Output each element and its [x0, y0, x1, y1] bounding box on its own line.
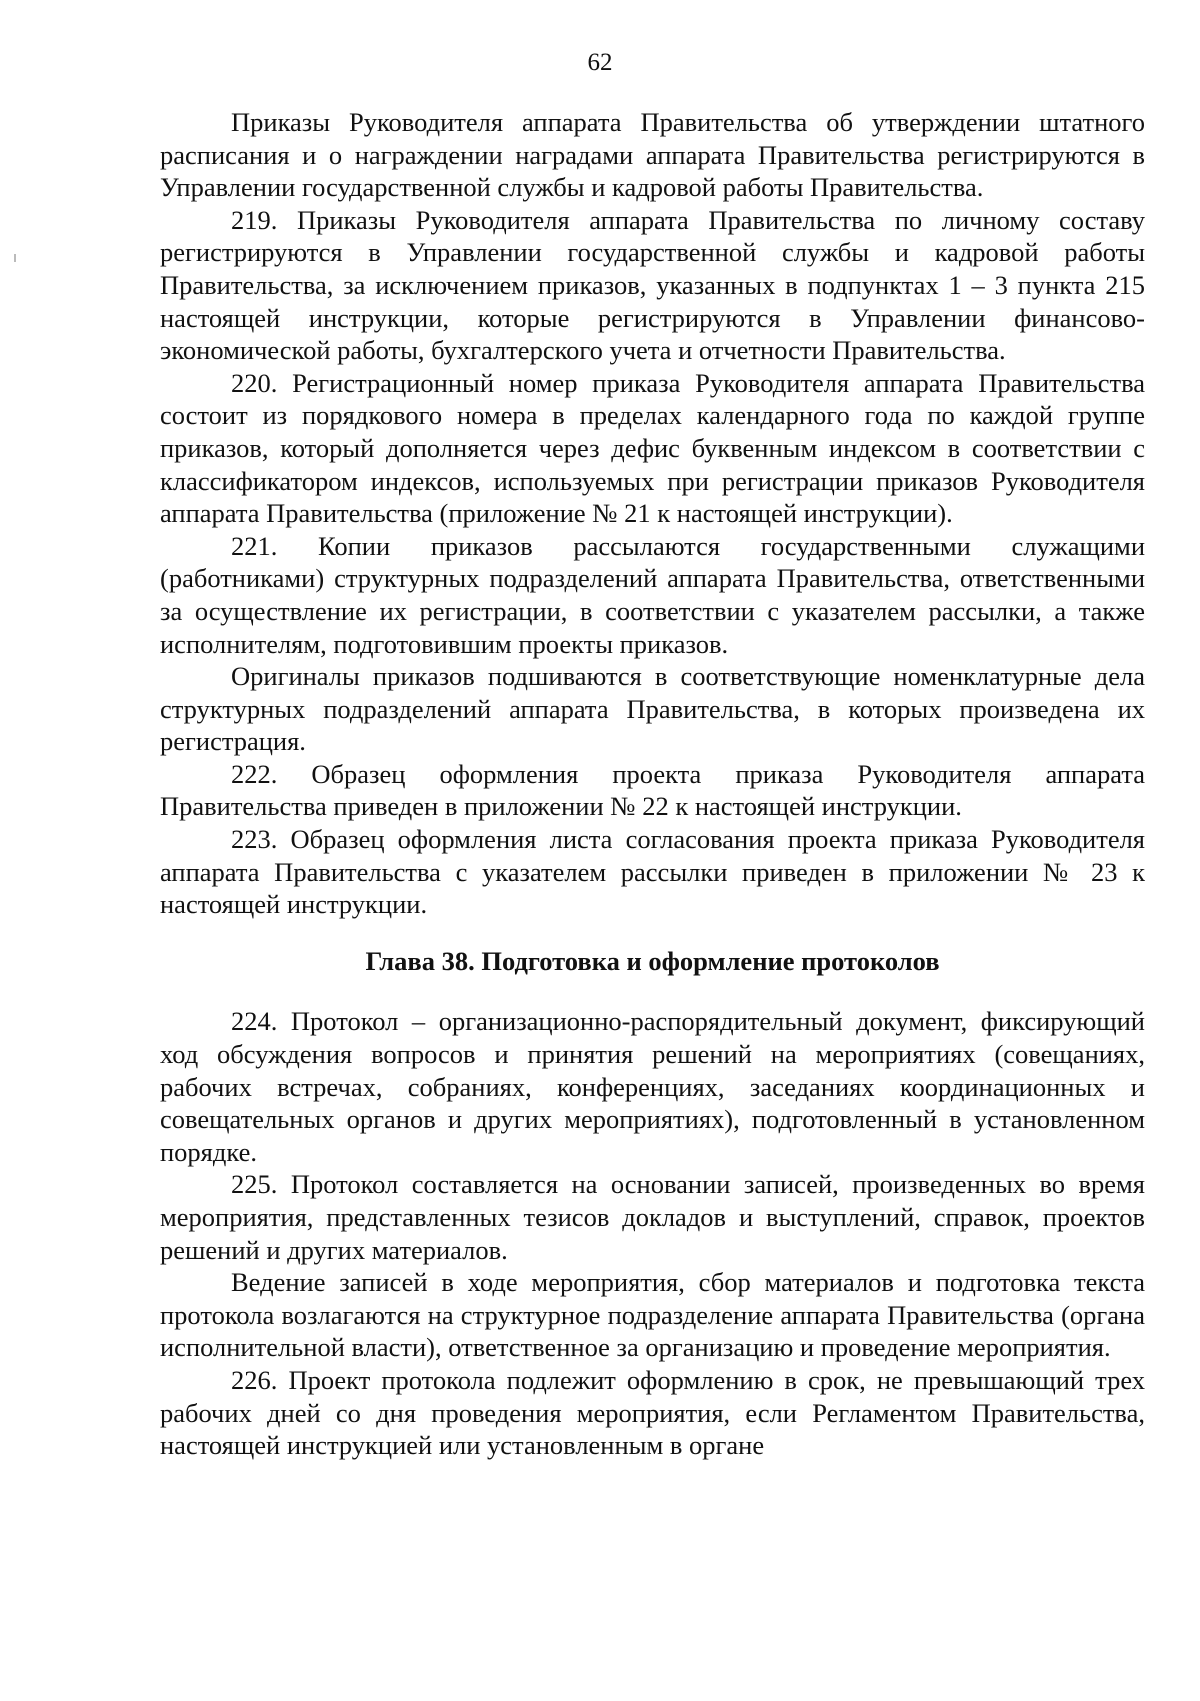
- chapter-heading: Глава 38. Подготовка и оформление протоколов: [365, 945, 940, 976]
- paragraph: Приказы Руководителя аппарата Правительства об утверждении штатного расписания и о награждении наградами аппарата Правительства регистрируются в Управлении государственной службы и кадровой работы Правительства.: [160, 107, 1145, 203]
- page-number: 62: [587, 49, 613, 76]
- paragraph: 219. Приказы Руководителя аппарата Правительства по личному составу регистрируются в Управлении государственной службы и кадровой работы Правительства, за исключением приказов, указанных в подпунктах 1 – 3 пункта 215 настоящей инструкции, которые регистрируются в Управлении финансово-экономической работы, бухгалтерского учета и отчетности Правительства.: [160, 204, 1145, 366]
- paragraph: 225. Протокол составляется на основании записей, произведенных во время мероприятия, представленных тезисов докладов и выступлений, справок, проектов решений и других материалов.: [160, 1169, 1145, 1265]
- paragraph: Ведение записей в ходе мероприятия, сбор материалов и подготовка текста протокола возлагаются на структурное подразделение аппарата Правительства (органа исполнительной власти), ответственное за организацию и проведение мероприятия.: [160, 1267, 1145, 1363]
- paragraph: 220. Регистрационный номер приказа Руководителя аппарата Правительства состоит из порядкового номера в пределах календарного года по каждой группе приказов, который дополняется через дефис буквенным индексом в соответствии с классификатором индексов, используемых при регистрации приказов Руководителя аппарата Правительства (приложение № 21 к настоящей инструкции).: [160, 367, 1145, 529]
- paragraph: 224. Протокол – организационно-распорядительный документ, фиксирующий ход обсуждения вопросов и принятия решений на мероприятиях (совещаниях, рабочих встречах, собраниях, конференциях, заседаниях координационных и совещательных органов и других мероприятиях), подготовленный в установленном порядке.: [160, 1006, 1145, 1167]
- paragraph: 226. Проект протокола подлежит оформлению в срок, не превышающий трех рабочих дней со дня проведения мероприятия, если Регламентом Правительства, настоящей инструкцией или установленным в органе: [160, 1364, 1145, 1461]
- paragraph: 221. Копии приказов рассылаются государственными служащими (работниками) структурных подразделений аппарата Правительства, ответственными за осуществление их регистрации, в соответствии с указателем рассылки, а также исполнителям, подготовившим проекты приказов.: [160, 530, 1145, 659]
- paragraph: 223. Образец оформления листа согласования проекта приказа Руководителя аппарата Правительства с указателем рассылки приведен в приложении № 23 к настоящей инструкции.: [160, 824, 1145, 920]
- paragraph: Оригиналы приказов подшиваются в соответствующие номенклатурные дела структурных подразделений аппарата Правительства, в которых произведена их регистрация.: [160, 661, 1145, 757]
- paragraph: 222. Образец оформления проекта приказа Руководителя аппарата Правительства приведен в приложении № 22 к настоящей инструкции.: [160, 758, 1145, 822]
- document-body: [160, 106, 1145, 1462]
- scan-artifact: [14, 254, 16, 262]
